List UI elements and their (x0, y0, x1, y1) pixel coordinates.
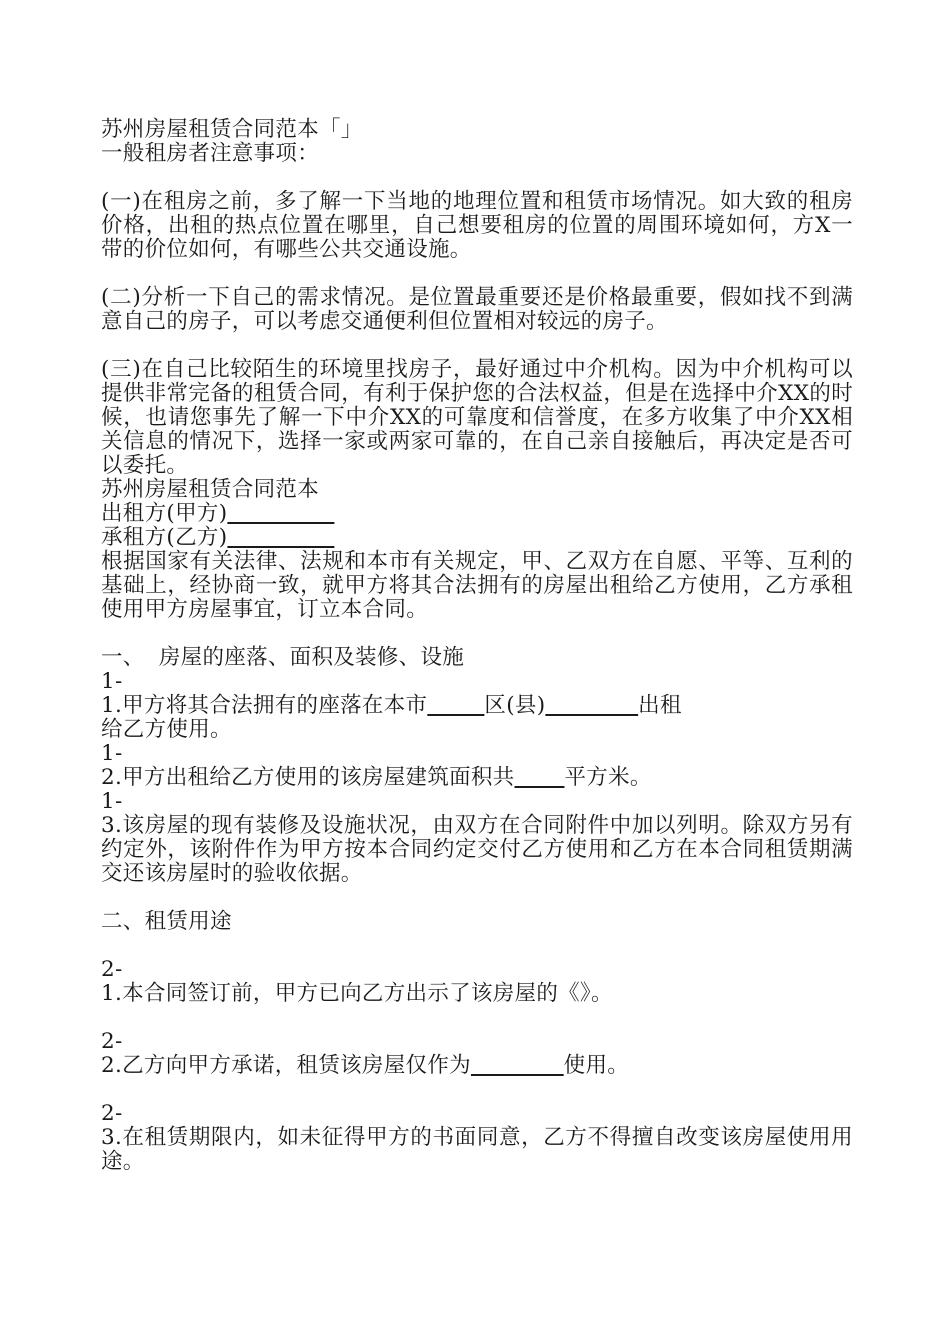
note-paragraph-1: (一)在租房之前，多了解一下当地的地理位置和租赁市场情况。如大致的租房价格，出租的热点位置在哪里，自己想要租房的位置的周围环境如何，方X一带的价位如何，有哪些公共交通设施。 (101, 189, 853, 262)
usage-blank (471, 1053, 564, 1078)
clause-2-3: 3.在租赁期限内，如未征得甲方的书面同意，乙方不得擅自改变该房屋使用用途。 (101, 1125, 853, 1174)
spacer (101, 934, 853, 958)
clause-1-1-line-2: 给乙方使用。 (101, 717, 232, 742)
section-2-heading: 二、租赁用途 (101, 909, 232, 934)
clause-1-2 (101, 766, 853, 790)
spacer (101, 622, 853, 646)
lessee-line (101, 526, 853, 550)
clause-text: 2.甲方出租给乙方使用的该房屋建筑面积共 (101, 765, 515, 790)
clause-2-1: 1.本合同签订前，甲方已向乙方出示了该房屋的《》。 (101, 981, 613, 1006)
document-page (101, 118, 853, 1174)
area-blank (515, 765, 565, 790)
clause-text: 2.乙方向甲方承诺，租赁该房屋仅作为 (101, 1053, 471, 1078)
district-blank (427, 693, 484, 718)
section-1-heading: 一、 房屋的座落、面积及装修、设施 (101, 645, 465, 670)
clause-prefix: 1- (101, 741, 123, 766)
spacer (101, 166, 853, 190)
spacer (101, 886, 853, 910)
clause-text: 区(县) (484, 693, 546, 718)
clause-1-3: 3.该房屋的现有装修及设施状况，由双方在合同附件中加以列明。除双方另有约定外，该附件作为甲方按本合同约定交付乙方使用和乙方在本合同租赁期满交还该房屋时的验收依据。 (101, 813, 853, 886)
note-paragraph-2: (二)分析一下自己的需求情况。是位置最重要还是价格最重要，假如找不到满意自己的房子，可以考虑交通便利但位置相对较远的房子。 (101, 285, 853, 334)
clause-prefix: 2- (101, 1029, 123, 1054)
clause-text: 平方米。 (564, 765, 652, 790)
clause-1-1-line-1 (101, 694, 853, 718)
lessee-label: 承租方(乙方) (101, 525, 228, 550)
notes-heading: 一般租房者注意事项： (101, 141, 320, 166)
document-title: 苏州房屋租赁合同范本「」 (101, 117, 363, 142)
clause-prefix: 1- (101, 669, 123, 694)
clause-text: 1.甲方将其合法拥有的座落在本市 (101, 693, 428, 718)
clause-text: 使用。 (563, 1053, 630, 1078)
lessor-line (101, 502, 853, 526)
clause-prefix: 2- (101, 957, 123, 982)
lessee-blank (227, 525, 334, 550)
preamble-paragraph: 根据国家有关法律、法规和本市有关规定，甲、乙双方在自愿、平等、互利的基础上，经协商一致，就甲方将其合法拥有的房屋出租给乙方使用，乙方承租使用甲方房屋事宜，订立本合同。 (101, 549, 853, 622)
contract-title: 苏州房屋租赁合同范本 (101, 477, 320, 502)
address-blank (545, 693, 638, 718)
clause-prefix: 1- (101, 789, 123, 814)
spacer (101, 334, 853, 358)
spacer (101, 1006, 853, 1030)
lessor-label: 出租方(甲方) (101, 501, 228, 526)
clause-text: 出租 (638, 693, 682, 718)
lessor-blank (227, 501, 334, 526)
note-paragraph-3: (三)在自己比较陌生的环境里找房子，最好通过中介机构。因为中介机构可以提供非常完备的租赁合同，有利于保护您的合法权益，但是在选择中介XX的时候，也请您事先了解一下中介XX的可靠度和信誉度，在多方收集了中介XX相关信息的情况下，选择一家或两家可靠的，在自己亲自接触后，再决定是否可以委托。 (101, 357, 853, 478)
spacer (101, 262, 853, 286)
spacer (101, 1078, 853, 1102)
clause-prefix: 2- (101, 1101, 123, 1126)
clause-2-2 (101, 1054, 853, 1078)
